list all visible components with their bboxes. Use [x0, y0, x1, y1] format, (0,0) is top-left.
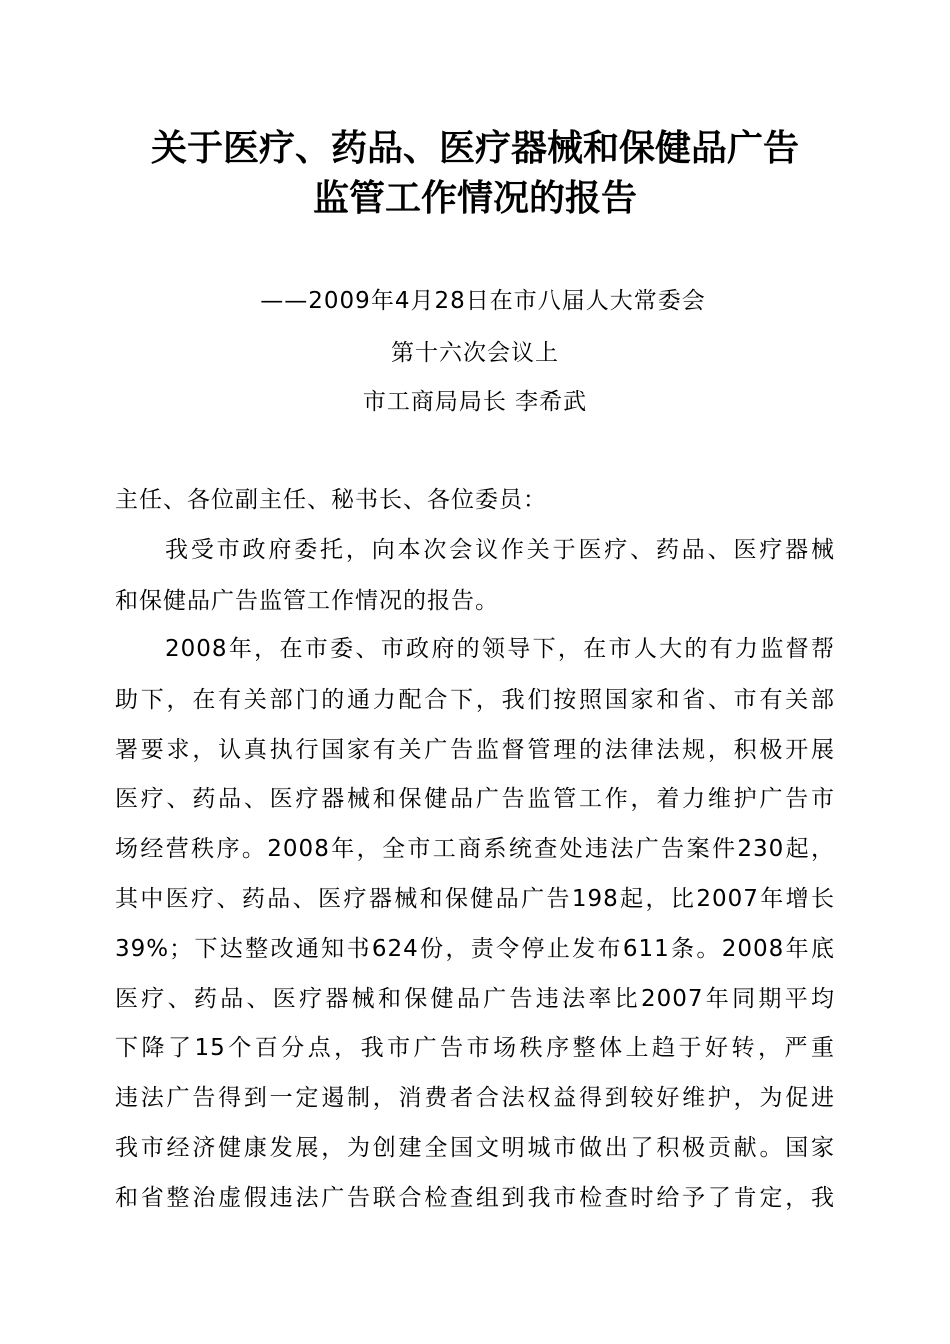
speaker-line: 市工商局局长 李希武	[362, 389, 588, 415]
paragraph-1-line: 我受市政府委托，向本次会议作关于医疗、药品、医疗器械	[165, 537, 835, 563]
paragraph-2-line: 场经营秩序。2008年，全市工商系统查处违法广告案件230起，	[115, 836, 835, 862]
paragraph-2-line: 医疗、药品、医疗器械和保健品广告监管工作，着力维护广告市	[115, 786, 835, 812]
salutation: 主任、各位副主任、秘书长、各位委员：	[115, 487, 547, 513]
report-title-line-2: 监管工作情况的报告	[312, 177, 637, 219]
paragraph-2-line: 违法广告得到一定遏制，消费者合法权益得到较好维护，为促进	[115, 1085, 835, 1111]
paragraph-2-line: 医疗、药品、医疗器械和保健品广告违法率比2007年同期平均	[115, 986, 835, 1012]
report-title-line-1: 关于医疗、药品、医疗器械和保健品广告	[150, 127, 799, 169]
paragraph-2-line: 我市经济健康发展，为创建全国文明城市做出了积极贡献。国家	[115, 1135, 835, 1161]
paragraph-2-line: 下降了15个百分点，我市广告市场秩序整体上趋于好转，严重	[115, 1035, 835, 1061]
paragraph-2-line: 39%；下达整改通知书624份，责令停止发布611条。2008年底	[115, 936, 835, 962]
paragraph-1-line: 和保健品广告监管工作情况的报告。	[115, 588, 499, 614]
paragraph-2-line: 2008年，在市委、市政府的领导下，在市人大的有力监督帮	[165, 636, 835, 662]
report-date-line: ——2009年4月28日在市八届人大常委会	[260, 288, 706, 314]
paragraph-2-line: 和省整治虚假违法广告联合检查组到我市检查时给予了肯定，我	[115, 1185, 835, 1211]
paragraph-2-line: 署要求，认真执行国家有关广告监督管理的法律法规，积极开展	[115, 737, 835, 763]
meeting-session-line: 第十六次会议上	[391, 340, 559, 366]
paragraph-2-line: 助下，在有关部门的通力配合下，我们按照国家和省、市有关部	[115, 687, 835, 713]
paragraph-2-line: 其中医疗、药品、医疗器械和保健品广告198起，比2007年增长	[115, 886, 835, 912]
